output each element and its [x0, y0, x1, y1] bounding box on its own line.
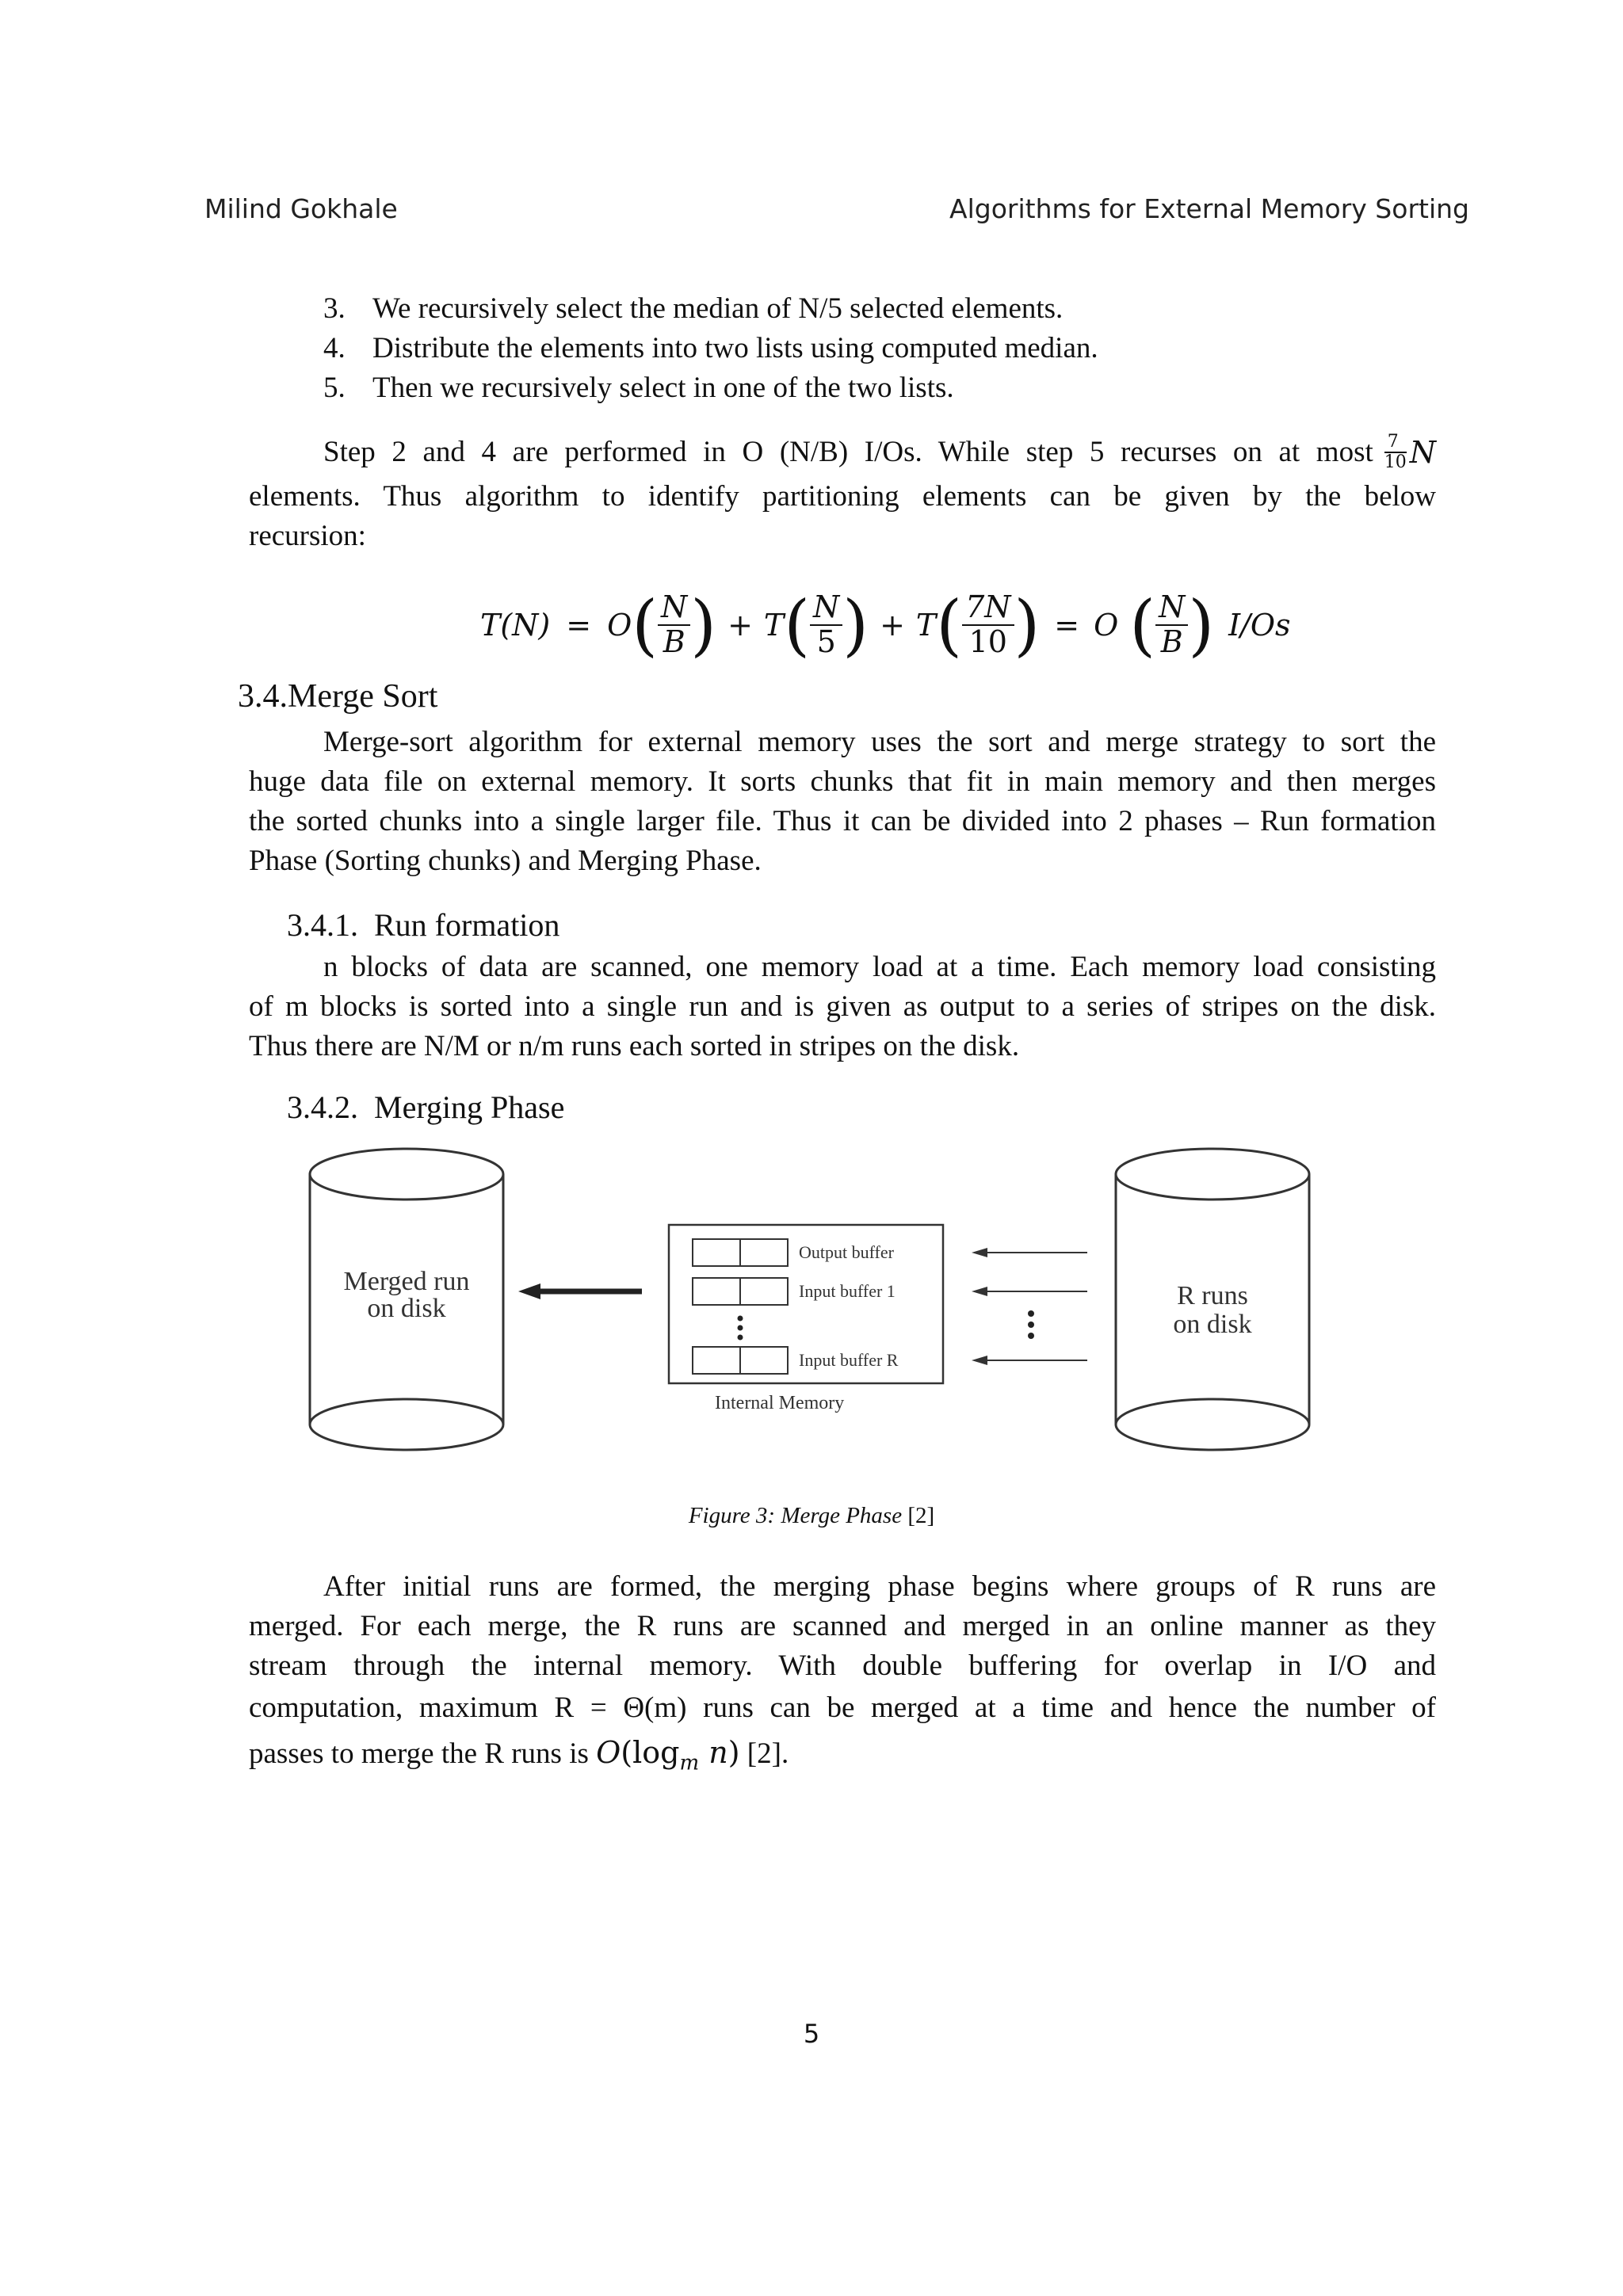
- frac-var: N: [1409, 435, 1436, 470]
- eq-plus: +: [727, 608, 753, 643]
- para-line: passes to merge the R runs is $O(\log_m$ n) [2].: [249, 1735, 789, 1775]
- list-text: We recursively select the median of N/5 selected elements.: [372, 292, 1064, 325]
- caption-text: Figure 3: Merge Phase: [688, 1503, 903, 1528]
- para-line: the sorted chunks into a single larger file. Thus it can be divided into 2 phases – Run formation: [249, 805, 1436, 837]
- para-line: n blocks of data are scanned, one memory load at a time. Each memory load consisting: [323, 951, 1436, 983]
- input-buffer-1-label: Input buffer 1: [799, 1281, 896, 1301]
- eq-big-o: O: [1094, 608, 1119, 643]
- list-item: [323, 329, 1098, 368]
- output-buffer-label: Output buffer: [799, 1242, 894, 1262]
- log-expression: $O(\log_m$ n): [596, 1735, 740, 1775]
- para-line: After initial runs are formed, the merging phase begins where groups of R runs are: [323, 1570, 1436, 1603]
- final-paragraph: [249, 1567, 1436, 1775]
- list-item: [323, 368, 954, 408]
- fraction-seven-tenths: [1384, 433, 1436, 472]
- ellipsis-dots: [738, 1310, 1035, 1341]
- output-arrow: [518, 1283, 642, 1299]
- right-cylinder-label-1: R runs: [1177, 1281, 1248, 1310]
- para-line: of m blocks is sorted into a single run and is given as output to a series of stripes on the disk.: [249, 990, 1436, 1023]
- eq-lhs: T(N): [480, 608, 551, 643]
- list-text: Distribute the elements into two lists using computed median.: [372, 332, 1098, 364]
- para-line: Thus there are N/M or n/m runs each sorted in stripes on the disk.: [249, 1030, 1020, 1062]
- step-line-2: elements. Thus algorithm to identify partitioning elements can be given by the below: [249, 480, 1436, 513]
- list-number: 5.: [323, 372, 346, 404]
- header-author: Milind Gokhale: [204, 193, 398, 224]
- subsection-heading: 3.4.2. Merging Phase: [287, 1089, 565, 1125]
- left-cylinder-label-2: on disk: [367, 1294, 446, 1323]
- eq-big-o: O: [607, 608, 632, 643]
- figure-caption: [0, 1503, 1623, 1529]
- para-line: stream through the internal memory. With double buffering for overlap in I/O and: [249, 1650, 1436, 1682]
- frac-num: 7: [1384, 433, 1407, 453]
- step-line-1: Step 2 and 4 are performed in O (N/B) I/Os. While step 5 recurses on at most: [323, 436, 1373, 468]
- eq-equals: =: [566, 608, 592, 643]
- section-paragraph: [249, 723, 1436, 881]
- para-line: Phase (Sorting chunks) and Merging Phase.: [249, 845, 762, 877]
- eq-equals: =: [1054, 608, 1080, 643]
- eq-frac-n-5: $\frac{N}{5}$: [810, 591, 842, 659]
- eq-unit: I/Os: [1228, 608, 1291, 643]
- eq-frac-n-b: $\frac{N}{B}$: [1155, 591, 1188, 659]
- right-cylinder-label-2: on disk: [1173, 1310, 1252, 1339]
- eq-t: T: [915, 608, 937, 643]
- section-paragraph: [249, 948, 1436, 1066]
- left-cylinder-label-1: Merged run: [343, 1267, 470, 1296]
- header-title: Algorithms for External Memory Sorting: [949, 193, 1469, 224]
- frac-den: 10: [1384, 452, 1407, 472]
- list-number: 4.: [323, 332, 346, 364]
- para-line: huge data file on external memory. It sorts chunks that fit in main memory and then merges: [249, 765, 1436, 798]
- internal-memory-label: Internal Memory: [715, 1393, 845, 1413]
- input-buffer-r-label: Input buffer R: [799, 1350, 899, 1370]
- eq-frac-n-b: $\frac{N}{B}$: [658, 591, 690, 659]
- section-heading: 3.4.Merge Sort: [238, 678, 438, 715]
- eq-plus: +: [880, 608, 905, 643]
- page-number: 5: [803, 2019, 820, 2049]
- caption-ref: [2]: [907, 1503, 935, 1528]
- list-text: Then we recursively select in one of the two lists.: [372, 372, 954, 404]
- para-line: merged. For each merge, the R runs are scanned and merged in an online manner as they: [249, 1610, 1436, 1642]
- list-item: [323, 289, 1063, 329]
- recursion-equation: T(N) = O ( $\frac{N}{B}$ ) + T ( $\frac{N}{5}$ ) + T ( $\frac{7N}{10}$ ) = O ( $\frac{N}{B}$ ) I/Os: [480, 586, 1291, 664]
- subsection-heading: 3.4.1. Run formation: [287, 907, 560, 943]
- eq-t: T: [763, 608, 785, 643]
- input-arrows: [980, 1253, 1087, 1360]
- step-line-3: recursion:: [249, 520, 366, 552]
- para-line: computation, maximum R = Θ(m) runs can be merged at a time and hence the number of: [249, 1691, 1436, 1724]
- list-number: 3.: [323, 292, 346, 325]
- eq-frac-7n-10: $\frac{7N}{10}$: [962, 591, 1014, 659]
- step-paragraph: [249, 428, 1436, 556]
- para-line: Merge-sort algorithm for external memory uses the sort and merge strategy to sort the: [323, 726, 1436, 758]
- merge-phase-figure: [293, 1141, 1331, 1489]
